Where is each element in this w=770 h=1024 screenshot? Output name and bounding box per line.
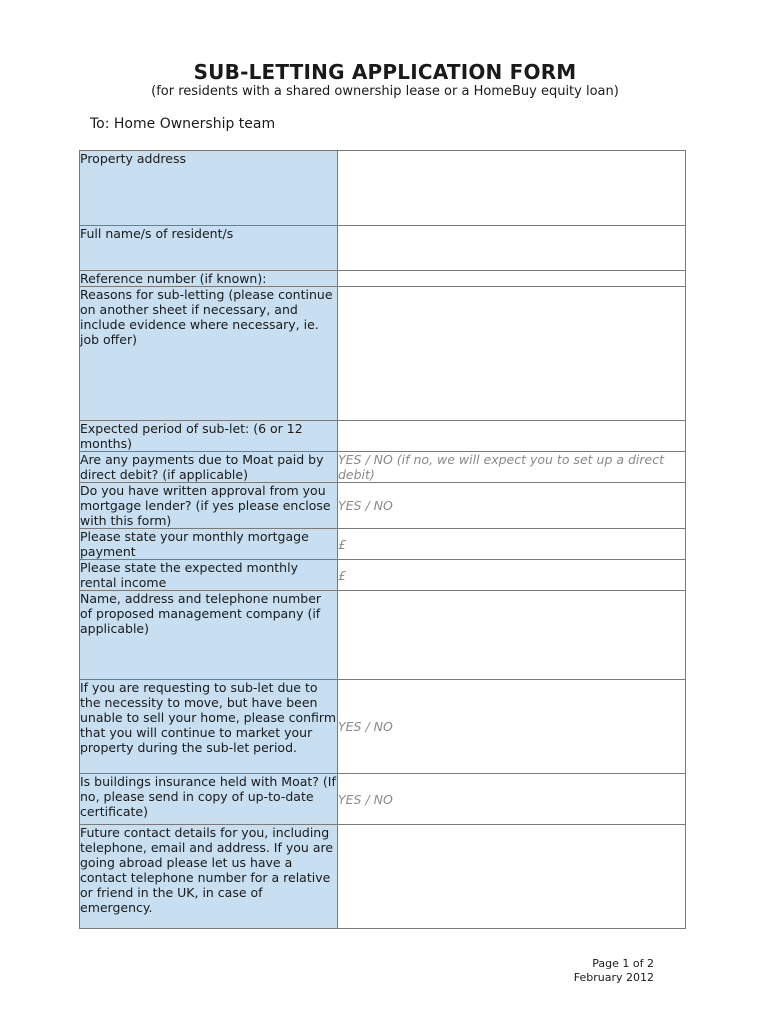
question-cell <box>80 421 338 452</box>
question-cell <box>80 591 338 680</box>
table-row <box>80 529 686 560</box>
question-management-company: Name, address and telephone number of proposed management company (if applicable) <box>80 591 322 636</box>
page-footer <box>574 957 654 985</box>
table-row <box>80 287 686 421</box>
table-row <box>80 483 686 529</box>
question-market-property: If you are requesting to sub-let due to the necessity to move, but have been unable to sell your home, please confirm that you will continue to market your property during the sub-let period. <box>80 680 337 755</box>
table-row <box>80 421 686 452</box>
table-row <box>80 151 686 226</box>
answer-direct-debit[interactable]: YES / NO (if no, we will expect you to set up a direct debit) <box>338 452 686 483</box>
question-cell <box>80 226 338 271</box>
table-row <box>80 560 686 591</box>
recipient-line: To: Home Ownership team <box>90 116 276 132</box>
question-reference-number: Reference number (if known): <box>80 271 267 286</box>
table-row <box>80 774 686 825</box>
answer-market-property[interactable]: YES / NO <box>338 680 686 774</box>
table-row <box>80 452 686 483</box>
table-row <box>80 591 686 680</box>
question-property-address: Property address <box>80 151 186 166</box>
answer-property-address[interactable] <box>338 151 686 226</box>
question-cell <box>80 483 338 529</box>
answer-reference-number[interactable] <box>338 271 686 287</box>
question-cell <box>80 271 338 287</box>
answer-lender-approval[interactable]: YES / NO <box>338 483 686 529</box>
page-number: Page 1 of 2 <box>592 957 654 970</box>
table-row <box>80 226 686 271</box>
question-cell <box>80 287 338 421</box>
answer-future-contact[interactable] <box>338 825 686 929</box>
question-buildings-insurance: Is buildings insurance held with Moat? (If no, please send in copy of up-to-date certificate) <box>80 774 336 819</box>
question-lender-approval: Do you have written approval from you mortgage lender? (if yes please enclose with this form) <box>80 483 331 528</box>
question-cell <box>80 560 338 591</box>
question-cell <box>80 680 338 774</box>
answer-period[interactable] <box>338 421 686 452</box>
answer-resident-names[interactable] <box>338 226 686 271</box>
question-resident-names: Full name/s of resident/s <box>80 226 234 241</box>
application-form-table <box>79 150 686 929</box>
answer-mortgage-payment[interactable]: £ <box>338 529 686 560</box>
table-row <box>80 271 686 287</box>
table-row <box>80 825 686 929</box>
question-cell <box>80 529 338 560</box>
answer-management-company[interactable] <box>338 591 686 680</box>
question-cell <box>80 452 338 483</box>
form-title: SUB-LETTING APPLICATION FORM <box>193 60 577 84</box>
question-rental-income: Please state the expected monthly rental income <box>80 560 298 590</box>
question-cell <box>80 825 338 929</box>
question-future-contact: Future contact details for you, including telephone, email and address. If you are going abroad please let us have a contact telephone number for a relative or friend in the UK, in case of emergency. <box>80 825 334 915</box>
table-row <box>80 680 686 774</box>
question-reasons: Reasons for sub-letting (please continue on another sheet if necessary, and include evidence where necessary, ie. job offer) <box>80 287 333 347</box>
question-direct-debit: Are any payments due to Moat paid by direct debit? (if applicable) <box>80 452 324 482</box>
question-cell <box>80 151 338 226</box>
document-date: February 2012 <box>573 971 654 984</box>
answer-buildings-insurance[interactable]: YES / NO <box>338 774 686 825</box>
question-period: Expected period of sub-let: (6 or 12 months) <box>80 421 303 451</box>
question-mortgage-payment: Please state your monthly mortgage payment <box>80 529 309 559</box>
question-cell <box>80 774 338 825</box>
form-subtitle: (for residents with a shared ownership lease or a HomeBuy equity loan) <box>151 84 619 99</box>
answer-reasons[interactable] <box>338 287 686 421</box>
answer-rental-income[interactable]: £ <box>338 560 686 591</box>
